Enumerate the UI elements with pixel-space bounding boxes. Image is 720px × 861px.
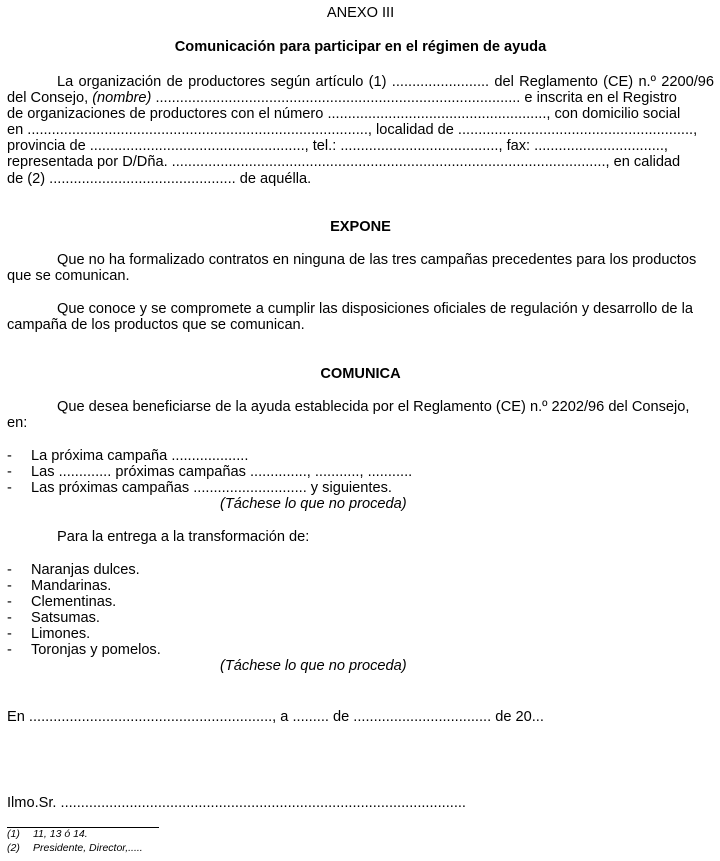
annex-label: ANEXO III: [326, 5, 395, 21]
expone-p1-line-1: Que no ha formalizado contratos en ninguna de las tres campañas precedentes para los productos: [57, 252, 697, 268]
comunica-p1-line-2: en:: [7, 415, 28, 431]
intro-line-2: del Consejo, (nombre) .......................................................................................... e inscrita en el Registro: [7, 90, 677, 106]
strike-note: (Táchese lo que no proceda): [220, 496, 407, 512]
expone-p1-line-2: que se comunican.: [7, 268, 130, 284]
intro-line-3: de organizaciones de productores con el número ......................................................, con domicilio social: [7, 106, 681, 122]
intro-line-1: La organización de productores según artículo (1) ........................ del Reglamento (CE) n.º 2200/96: [57, 74, 714, 90]
document-title: Comunicación para participar en el régimen de ayuda: [174, 39, 547, 55]
expone-heading: EXPONE: [330, 219, 391, 235]
intro-line-7: de (2) .............................................. de aquélla.: [7, 171, 312, 187]
place-date-line: En ............................................................, a ......... de .................................. de 20...: [7, 709, 544, 725]
strike-note: (Táchese lo que no proceda): [220, 658, 407, 674]
intro-line-4: en ...................................................................................., localidad de ..........................................................,: [7, 122, 698, 138]
comunica-p1-line-1: Que desea beneficiarse de la ayuda establecida por el Reglamento (CE) n.º 2202/96 del Consejo,: [57, 399, 690, 415]
intro-line-6: representada por D/Dña. ..........................................................................................................., en calidad: [7, 154, 681, 170]
comunica-heading: COMUNICA: [320, 366, 401, 382]
intro-line-5: provincia de ....................................................., tel.: ......................................., fax: ................................,: [7, 138, 668, 154]
delivery-intro: Para la entrega a la transformación de:: [57, 529, 310, 545]
expone-p2-line-1: Que conoce y se compromete a cumplir las disposiciones oficiales de regulación y desarrollo de la: [57, 301, 693, 317]
addressee-line: Ilmo.Sr. ....................................................................................................: [7, 795, 466, 811]
expone-p2-line-2: campaña de los productos que se comunican.: [7, 317, 305, 333]
